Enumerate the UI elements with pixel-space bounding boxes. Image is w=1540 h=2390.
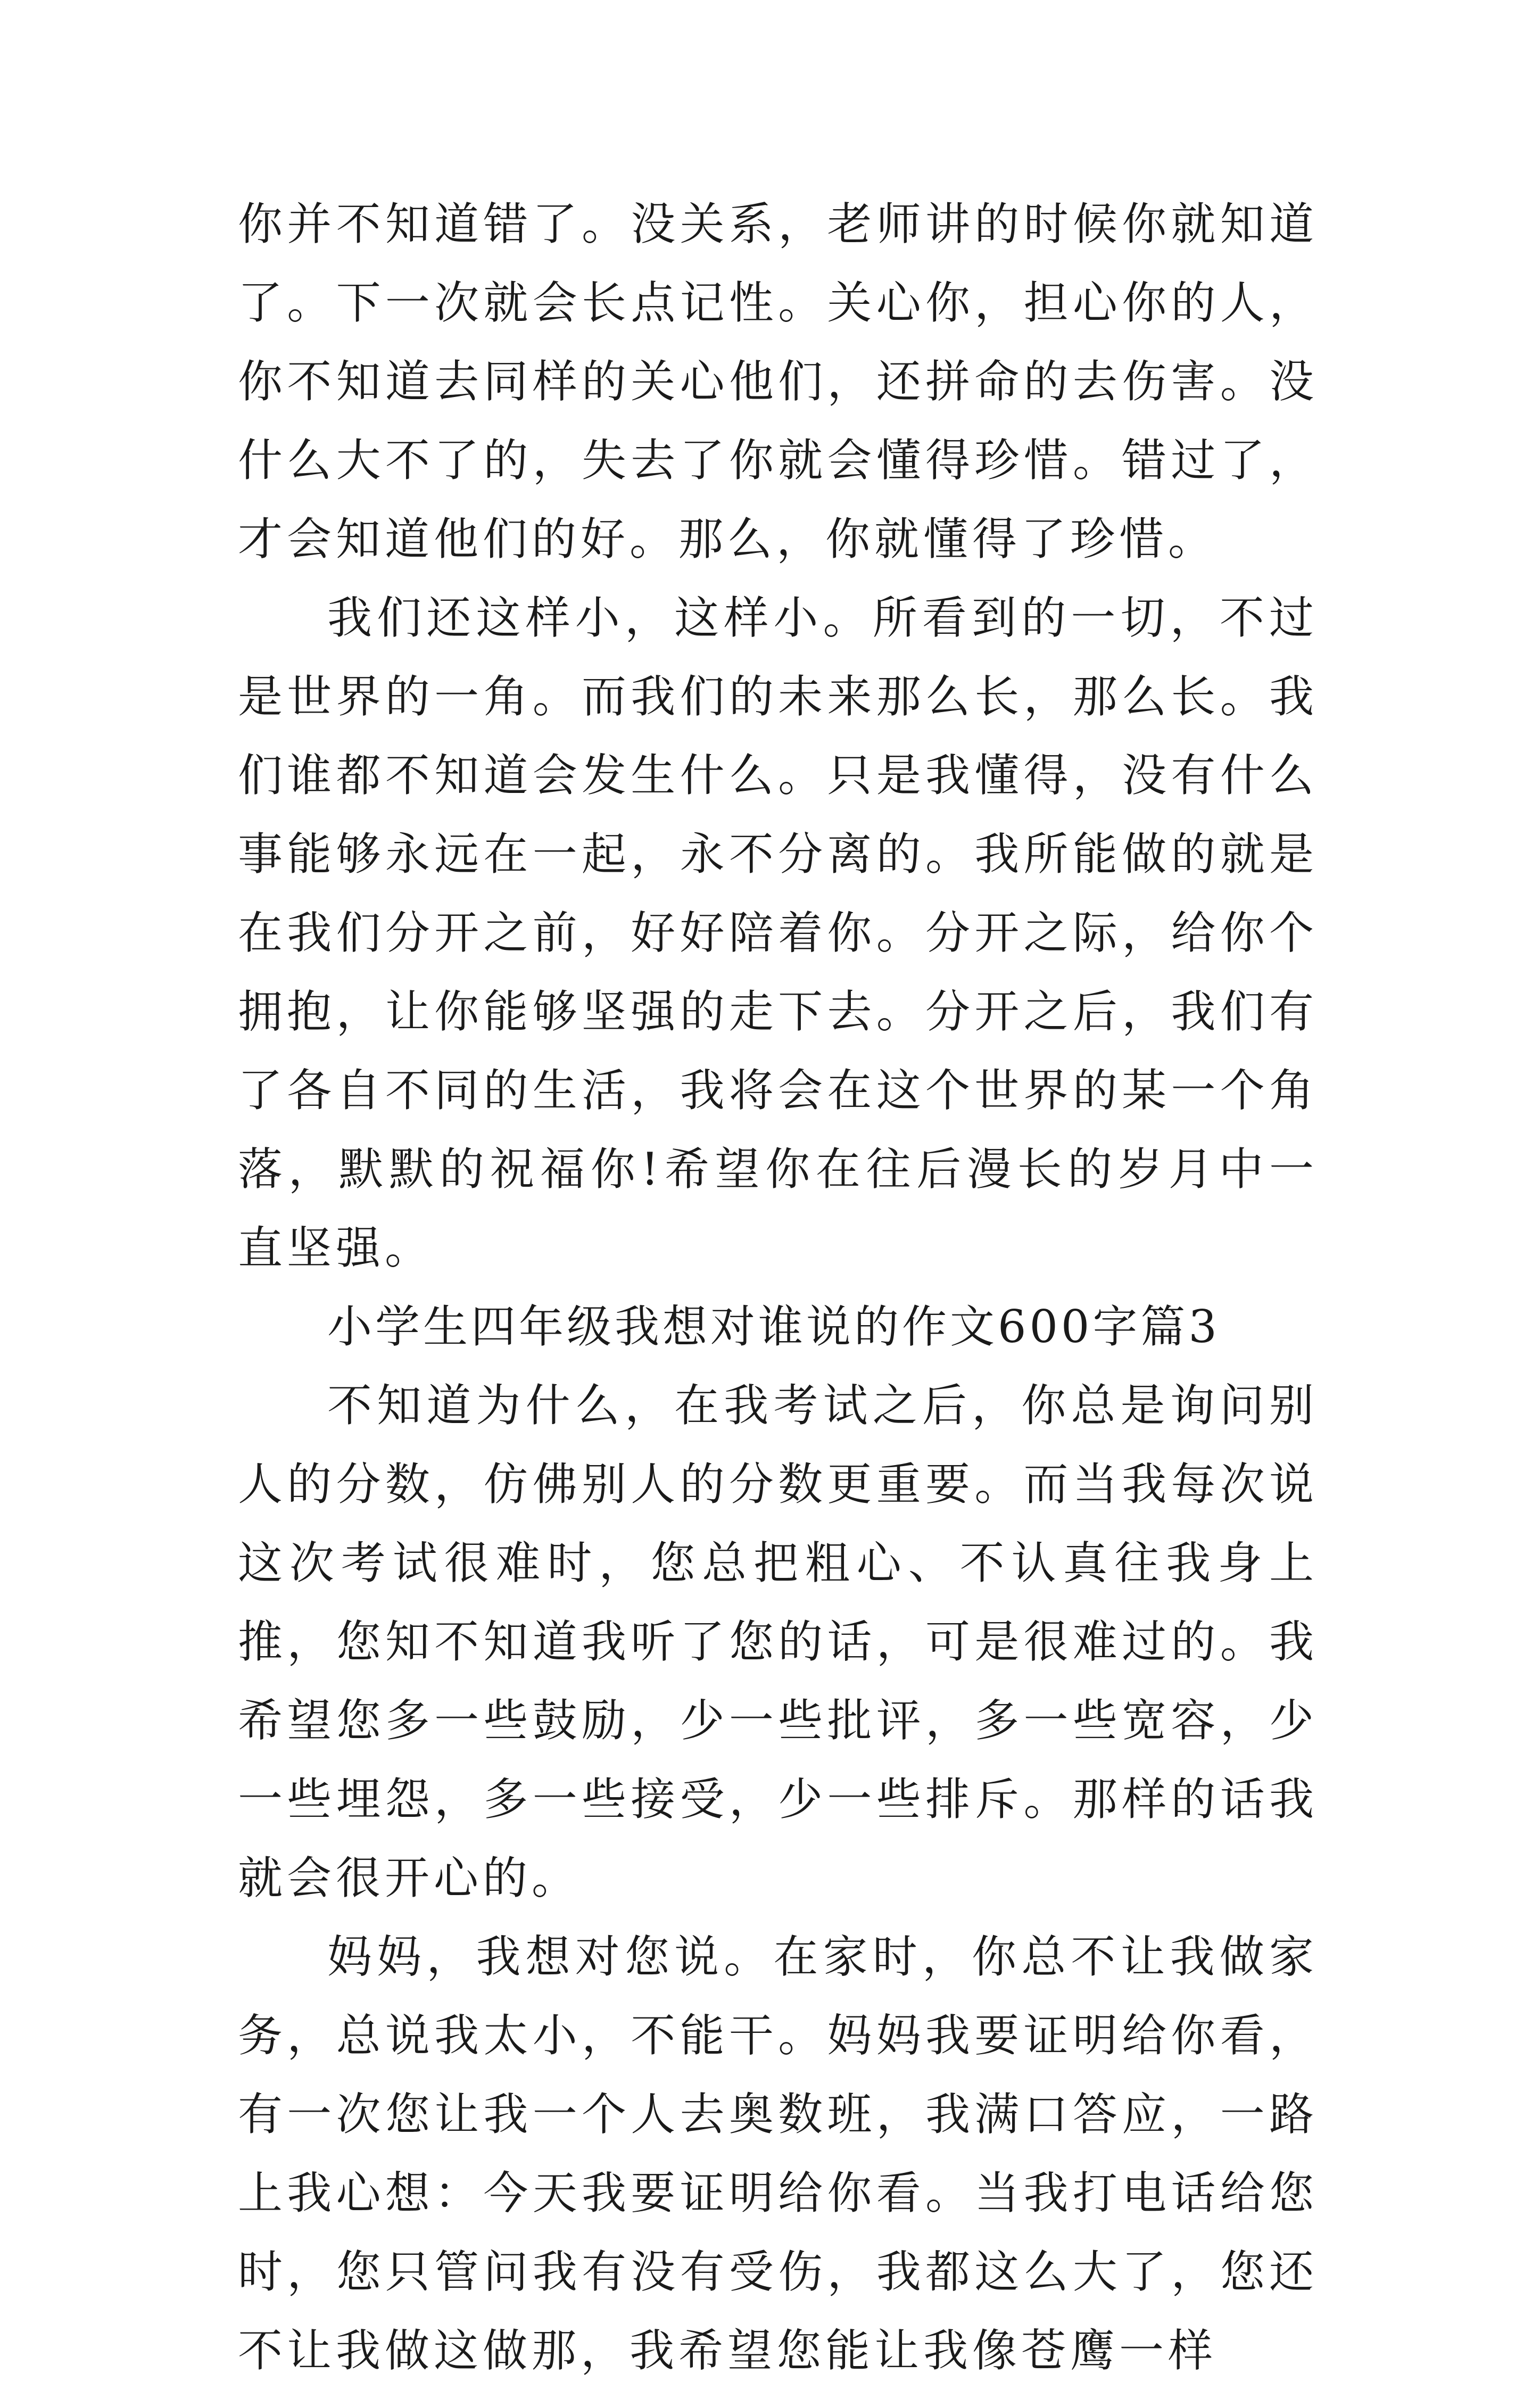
paragraph-mother: 妈妈，我想对您说。在家时，你总不让我做家务，总说我太小，不能干。妈妈我要证明给你看，有一次您让我一个人去奥数班，我满口答应，一路上我心想：今天我要证明给你看。当我打电话给您时，您只管问我有没有受伤，我都这么大了，您还不让我做这做那，我希望您能让我像苍鹰一样 [238,1931,1318,2377]
paragraph-exam-scores: 不知道为什么，在我考试之后，你总是询问别人的分数，仿佛别人的分数更重要。而当我每次说这次考试很难时，您总把粗心、不认真往我身上推，您知不知道我听了您的话，可是很难过的。我希望您多一些鼓励，少一些批评，多一些宽容，少一些埋怨，多一些接受，少一些排斥。那样的话我就会很开心的。 [238,1379,1318,1904]
paragraph-future: 我们还这样小，这样小。所看到的一切，不过是世界的一角。而我们的未来那么长，那么长。我们谁都不知道会发生什么。只是我懂得，没有什么事能够永远在一起，永不分离的。我所能做的就是在我们分开之前，好好陪着你。分开之际，给你个拥抱，让你能够坚强的走下去。分开之后，我们有了各自不同的生活，我将会在这个世界的某一个角落，默默的祝福你!希望你在往后漫长的岁月中一直坚强。 [238,592,1318,1274]
section-heading: 小学生四年级我想对谁说的作文600字篇3 [327,1301,1220,1353]
document-body [238,185,1318,2390]
paragraph-continuation: 你并不知道错了。没关系，老师讲的时候你就知道了。下一次就会长点记性。关心你，担心你的人，你不知道去同样的关心他们，还拼命的去伤害。没什么大不了的，失去了你就会懂得珍惜。错过了，才会知道他们的好。那么，你就懂得了珍惜。 [238,198,1318,565]
